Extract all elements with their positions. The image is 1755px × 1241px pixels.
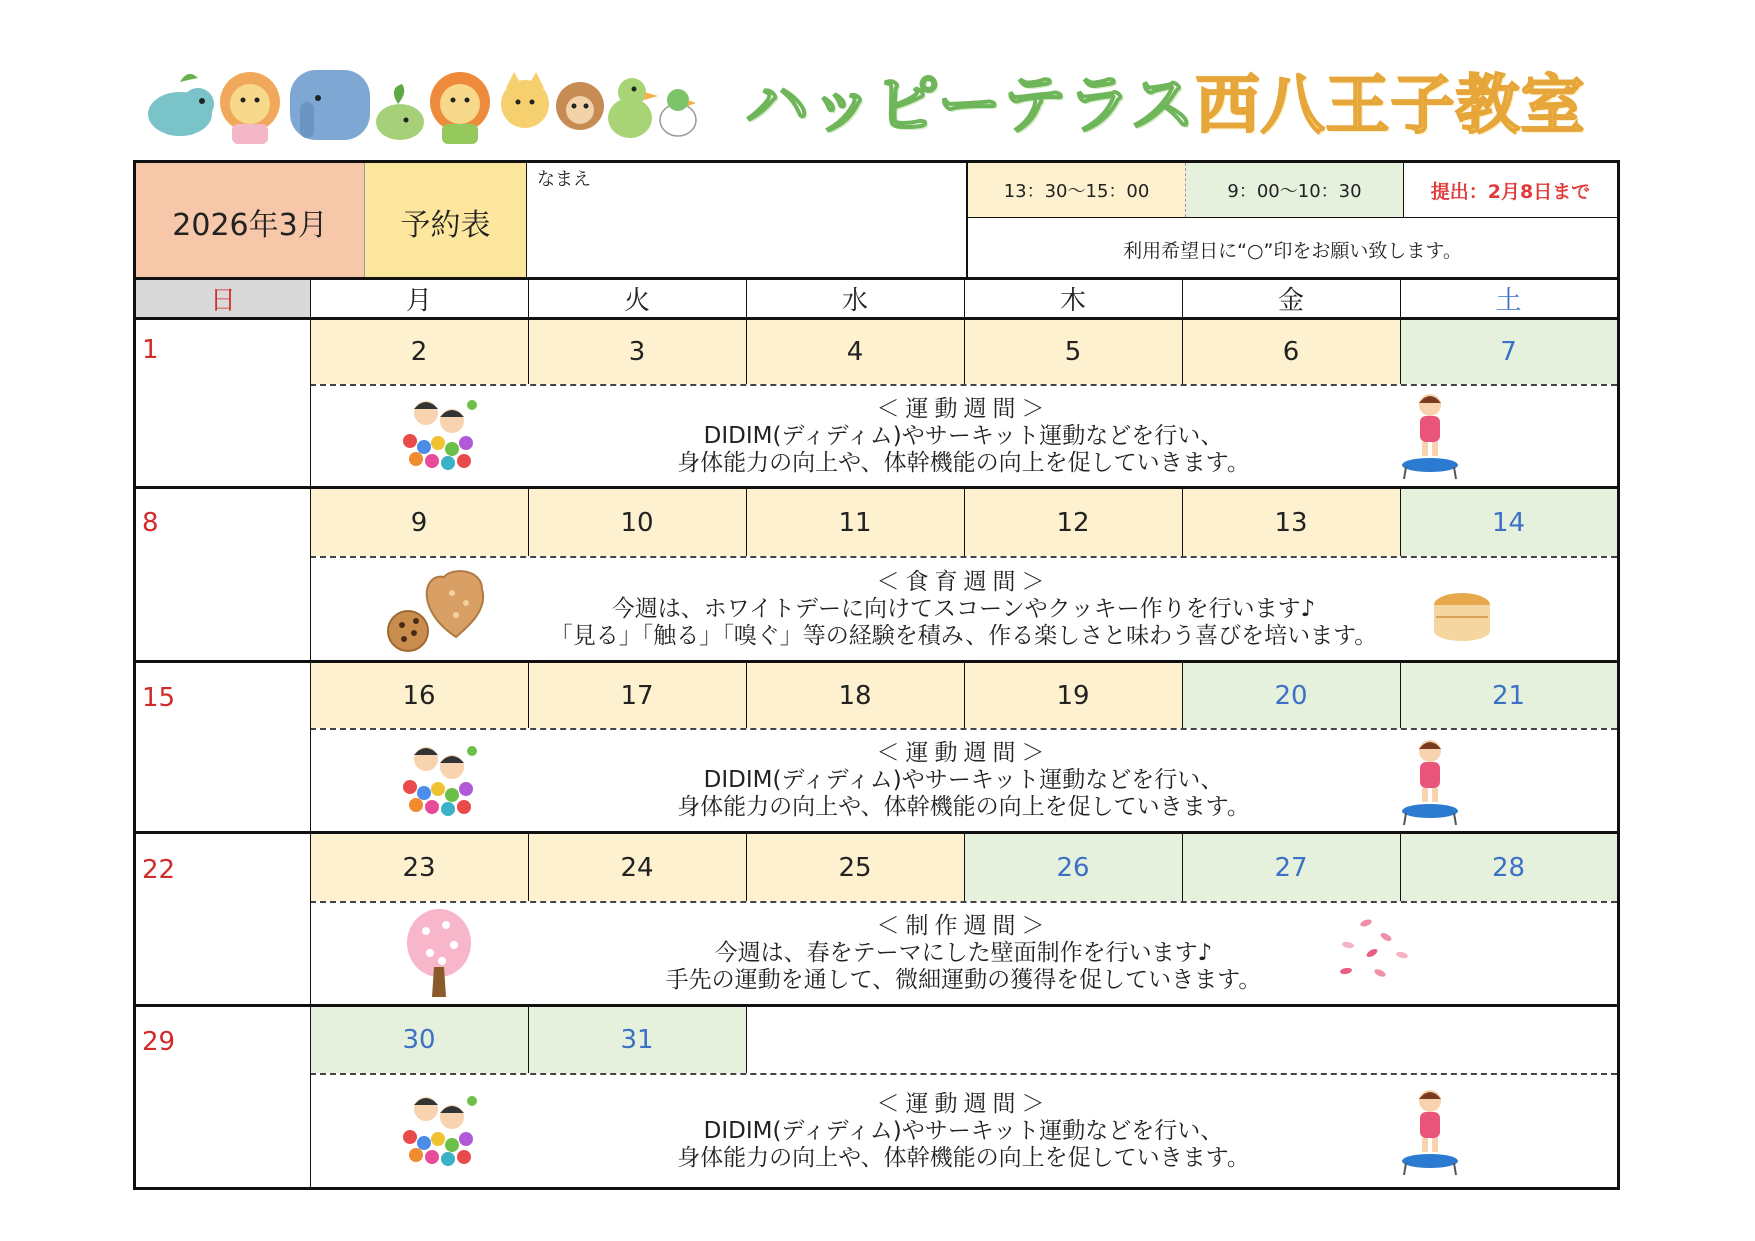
- column-divider: [528, 280, 529, 317]
- column-divider: [1182, 834, 1183, 901]
- theme-line: 今週は、ホワイトデーに向けてスコーンやクッキー作りを行います♪: [611, 595, 1316, 622]
- column-divider: [964, 489, 965, 556]
- column-divider: [1182, 489, 1183, 556]
- sunday-date: 15: [142, 683, 176, 713]
- theme-title: ＜制作週間＞: [876, 913, 1051, 939]
- date-cell[interactable]: 12: [964, 489, 1182, 556]
- date-cell[interactable]: 4: [746, 320, 964, 384]
- theme-title: ＜運動週間＞: [876, 1090, 1051, 1117]
- weekday-friday: 金: [1277, 286, 1304, 316]
- theme-line: DIDIM(ディディム)やサーキット運動などを行い、: [703, 1117, 1224, 1144]
- weekday-wednesday: 水: [841, 286, 868, 316]
- column-divider: [1400, 280, 1401, 317]
- theme-title: ＜食育週間＞: [876, 568, 1051, 595]
- weekday-sunday: 日: [136, 280, 310, 317]
- ball-pit-kids-illustration: [398, 1087, 482, 1171]
- date-cell-closed[interactable]: 20: [1182, 663, 1400, 728]
- date-cell[interactable]: 23: [310, 834, 528, 901]
- column-divider: [1400, 663, 1401, 728]
- column-divider: [528, 1007, 529, 1073]
- title-brand: ハッピーテラス: [745, 69, 1196, 143]
- lion-icon: [430, 72, 490, 144]
- theme-line: 身体能力の向上や、体幹機能の向上を促していきます。: [677, 794, 1250, 820]
- date-cell[interactable]: 3: [528, 320, 746, 384]
- weekday-thursday: 木: [1059, 286, 1086, 316]
- theme-line: 身体能力の向上や、体幹機能の向上を促していきます。: [677, 449, 1250, 476]
- column-divider: [746, 489, 747, 556]
- column-divider: [528, 834, 529, 901]
- weekday-tuesday: 火: [623, 286, 650, 316]
- date-cell[interactable]: 25: [746, 834, 964, 901]
- column-divider: [528, 663, 529, 728]
- column-divider: [1182, 320, 1183, 384]
- date-cell-closed[interactable]: 26: [964, 834, 1182, 901]
- date-cell[interactable]: 6: [1182, 320, 1400, 384]
- sunday-date: 22: [142, 855, 176, 885]
- date-cell-closed[interactable]: 14: [1400, 489, 1617, 556]
- column-divider: [964, 280, 965, 317]
- ball-pit-kids-illustration: [398, 737, 482, 821]
- monkey-icon: [556, 82, 604, 130]
- form-title: 予約表: [365, 163, 526, 280]
- weekday-saturday: 土: [1495, 286, 1522, 316]
- scone-icon: [1430, 583, 1494, 647]
- date-cell-closed[interactable]: 31: [528, 1007, 746, 1073]
- sunday-date: 8: [142, 508, 159, 538]
- date-cell[interactable]: 11: [746, 489, 964, 556]
- cherry-petals-icon: [1336, 915, 1416, 985]
- date-cell-closed[interactable]: 27: [1182, 834, 1400, 901]
- date-cell[interactable]: 5: [964, 320, 1182, 384]
- date-cell[interactable]: 18: [746, 663, 964, 728]
- cookie-icon: [386, 563, 498, 653]
- theme-line: 「見る」「触る」「嗅ぐ」等の経験を積み、作る楽しさと味わう喜びを培います。: [549, 622, 1378, 649]
- week-theme-crafts: [310, 903, 1617, 1004]
- time-slot-afternoon: 13：30～15：00: [968, 163, 1186, 217]
- column-divider: [746, 1007, 747, 1073]
- bird-icon: [148, 74, 214, 136]
- lion-icon: [220, 72, 280, 144]
- column-divider: [1400, 320, 1401, 384]
- trampoline-kid-illustration: [1398, 735, 1462, 827]
- classroom-title: [745, 66, 1586, 146]
- column-divider: [1182, 280, 1183, 317]
- column-divider: [746, 663, 747, 728]
- column-divider: [1400, 834, 1401, 901]
- month-label: 2026年3月: [136, 163, 365, 280]
- date-cell[interactable]: 16: [310, 663, 528, 728]
- name-label: なまえ: [537, 169, 591, 190]
- date-cell[interactable]: 17: [528, 663, 746, 728]
- title-location: 西八王子教室: [1195, 69, 1586, 143]
- column-divider: [746, 834, 747, 901]
- date-cell[interactable]: 24: [528, 834, 746, 901]
- date-cell-closed[interactable]: 28: [1400, 834, 1617, 901]
- weekday-monday: 月: [405, 286, 432, 316]
- date-cell[interactable]: 13: [1182, 489, 1400, 556]
- trampoline-kid-illustration: [1398, 389, 1462, 481]
- duck-icon: [608, 78, 658, 138]
- date-cell[interactable]: 10: [528, 489, 746, 556]
- date-cell-closed[interactable]: 7: [1400, 320, 1617, 384]
- trampoline-kid-illustration: [1398, 1085, 1462, 1177]
- column-divider: [964, 663, 965, 728]
- animal-mascots-illustration: [140, 62, 700, 148]
- date-cell-closed[interactable]: 30: [310, 1007, 528, 1073]
- date-cell[interactable]: 19: [964, 663, 1182, 728]
- date-cell[interactable]: 2: [310, 320, 528, 384]
- page-header: [140, 60, 1620, 152]
- reservation-calendar: [133, 160, 1620, 1190]
- theme-line: DIDIM(ディディム)やサーキット運動などを行い、: [703, 422, 1224, 449]
- sprout-creature-icon: [376, 84, 424, 140]
- column-divider: [746, 280, 747, 317]
- column-divider: [310, 280, 311, 1187]
- theme-title: ＜運動週間＞: [876, 395, 1051, 422]
- column-divider: [528, 320, 529, 384]
- column-divider: [1400, 489, 1401, 556]
- submission-deadline: 提出：2月8日まで: [1430, 180, 1591, 203]
- theme-title: ＜運動週間＞: [876, 740, 1051, 766]
- time-slot-morning: 9：00～10：30: [1186, 163, 1404, 217]
- sunday-date: 1: [142, 335, 159, 365]
- date-cell[interactable]: 9: [310, 489, 528, 556]
- cat-icon: [501, 72, 549, 128]
- elephant-icon: [290, 70, 370, 140]
- ball-pit-kids-illustration: [398, 391, 482, 475]
- column-divider: [1182, 663, 1183, 728]
- theme-line: 今週は、春をテーマにした壁面制作を行います♪: [714, 940, 1213, 966]
- column-divider: [528, 489, 529, 556]
- week-theme-food: [310, 558, 1617, 660]
- column-divider: [964, 320, 965, 384]
- instruction-text: 利用希望日に“○”印をお願い致します。: [968, 217, 1617, 280]
- column-divider: [964, 834, 965, 901]
- theme-line: 身体能力の向上や、体幹機能の向上を促していきます。: [677, 1144, 1250, 1171]
- bird-icon: [660, 89, 696, 136]
- name-field[interactable]: [526, 163, 968, 280]
- theme-line: DIDIM(ディディム)やサーキット運動などを行い、: [703, 767, 1224, 793]
- column-divider: [746, 320, 747, 384]
- date-cell-closed[interactable]: 21: [1400, 663, 1617, 728]
- sunday-date: 29: [142, 1027, 176, 1057]
- theme-line: 手先の運動を通して、微細運動の獲得を促していきます。: [665, 967, 1262, 993]
- cherry-blossom-tree-icon: [404, 907, 474, 999]
